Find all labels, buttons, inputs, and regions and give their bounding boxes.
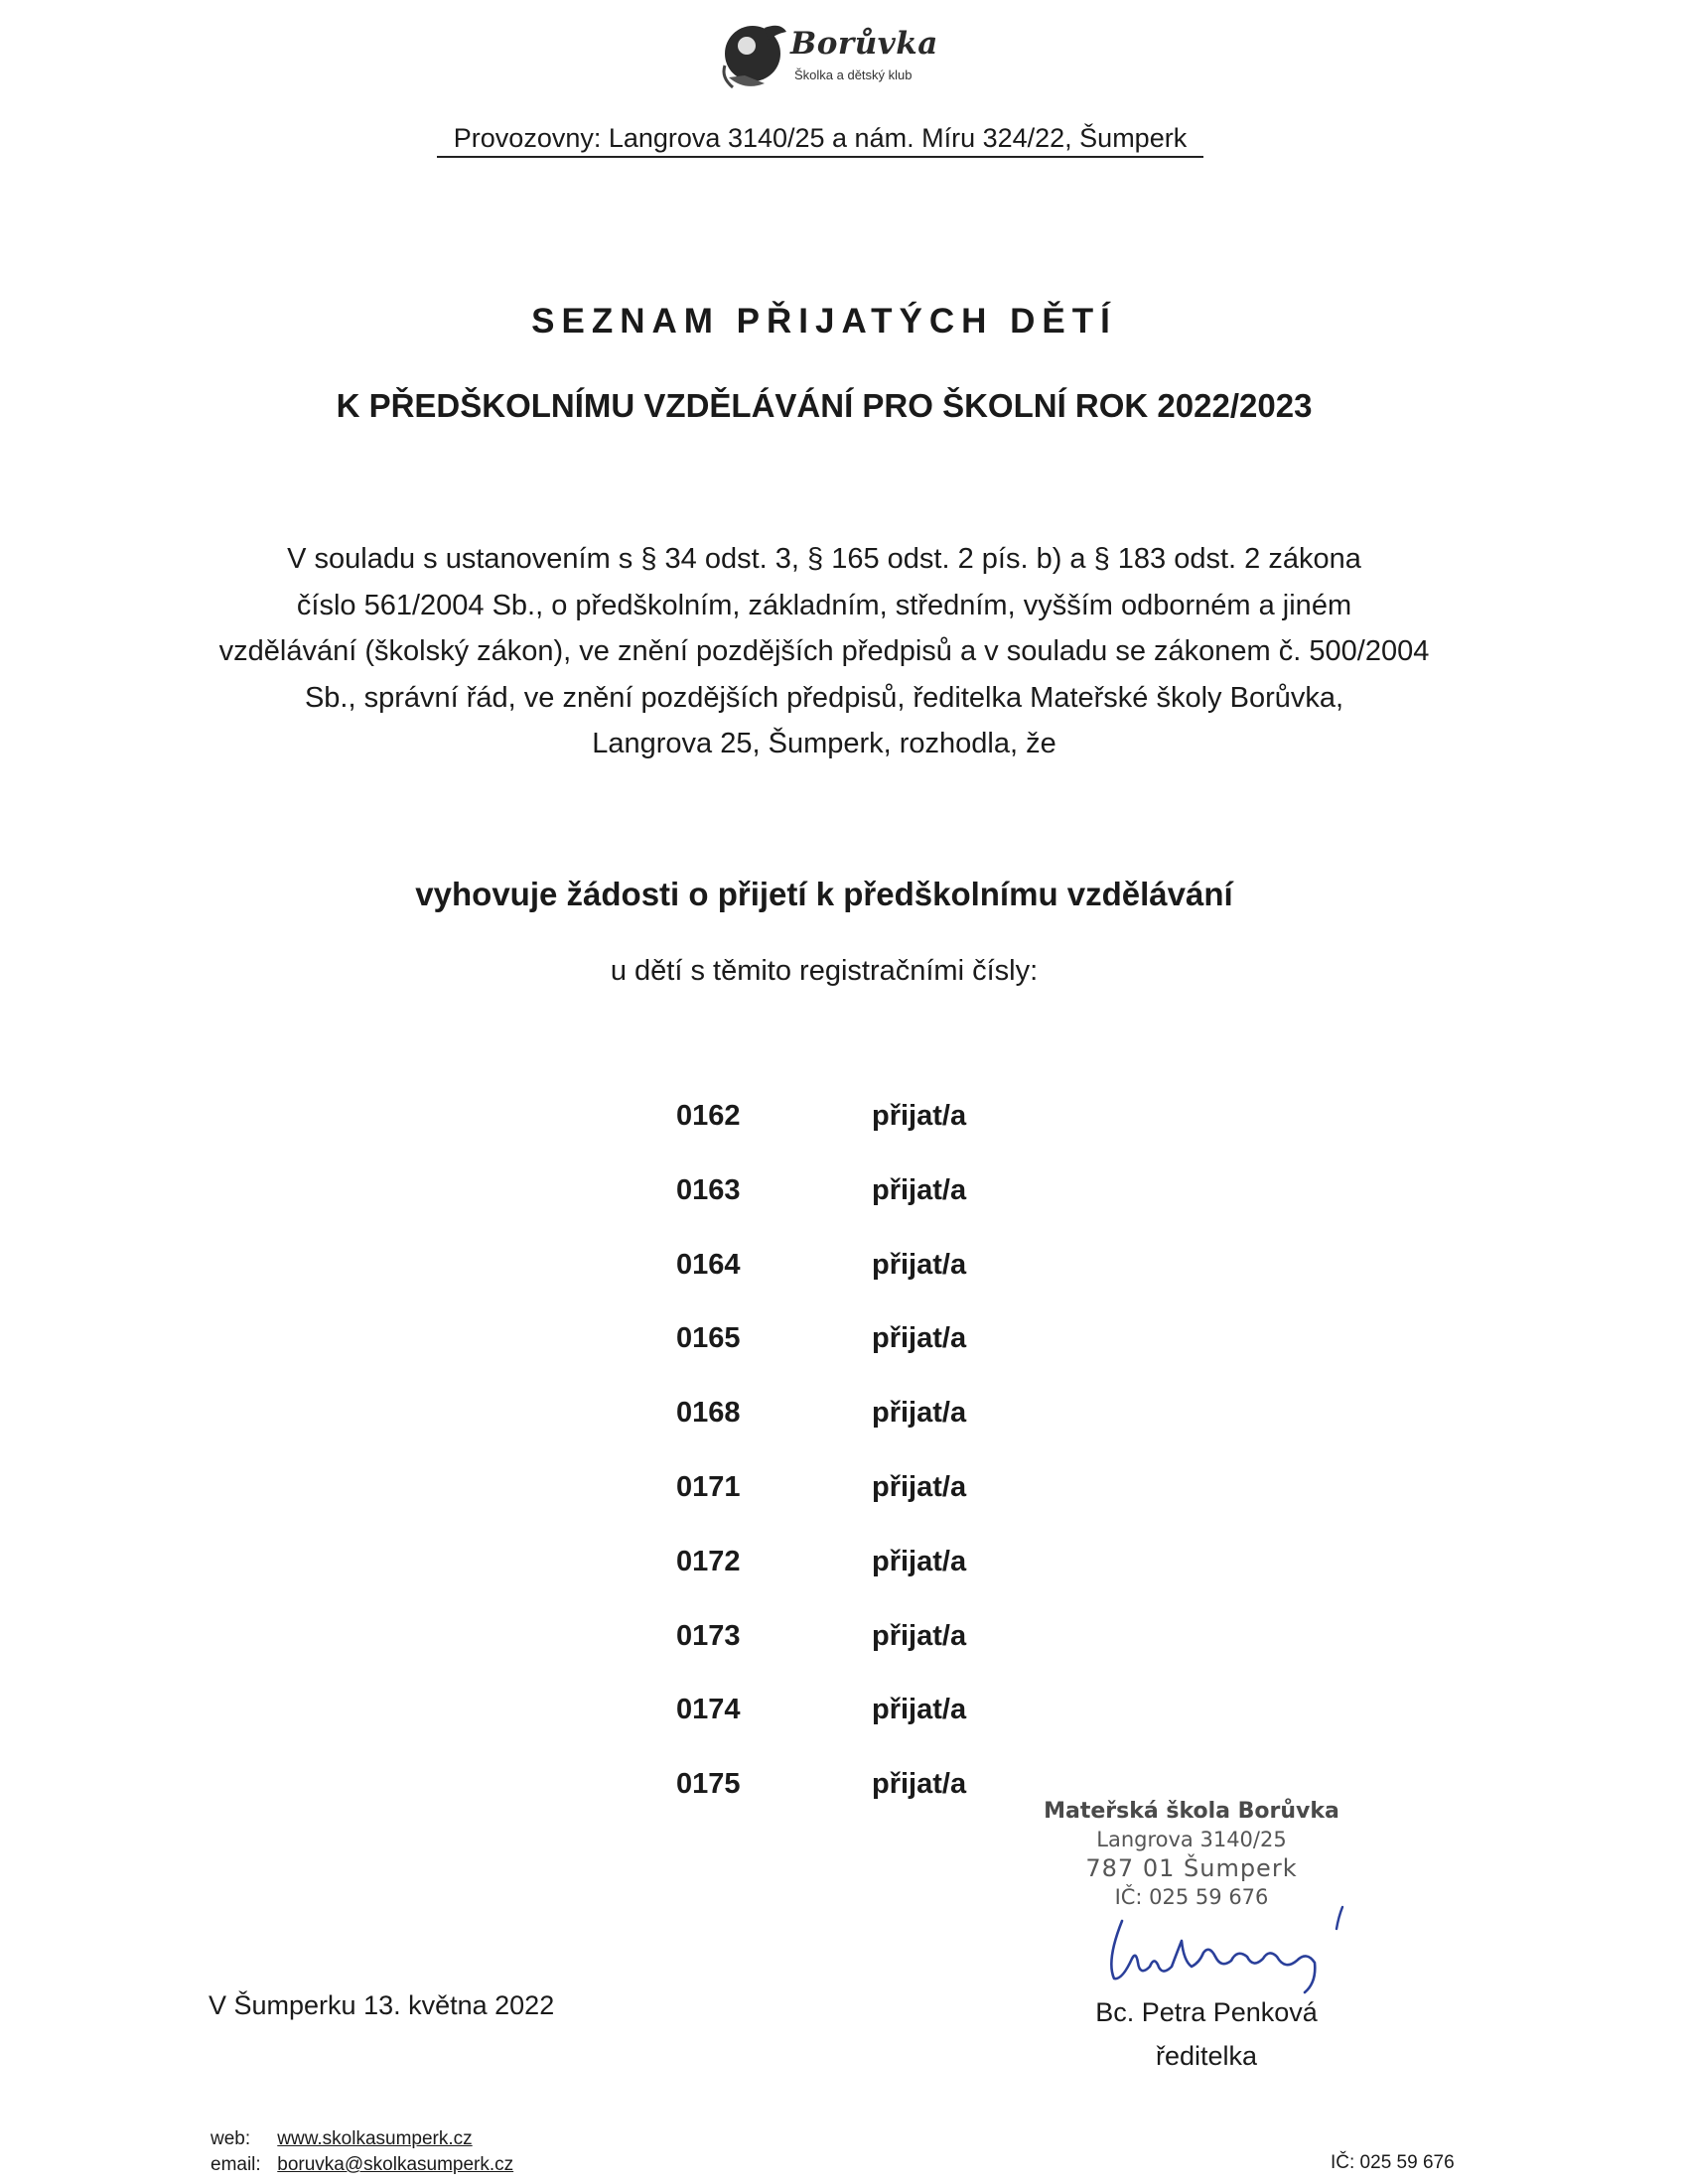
registration-number: 0172 — [676, 1545, 741, 1577]
list-intro: u dětí s těmito registračními čísly: — [610, 955, 1039, 987]
acceptance-status: přijat/a — [872, 1248, 967, 1281]
stamp-city: 787 01 Šumperk — [1085, 1854, 1298, 1882]
registration-number: 0175 — [676, 1768, 741, 1801]
stamp-title: Mateřská škola Borůvka — [1044, 1799, 1339, 1824]
list-item — [635, 1100, 1033, 1174]
blueberry-logo-icon — [715, 18, 794, 95]
legal-line: Sb., správní řád, ve znění pozdějších předpisů, ředitelka Mateřské školy Borůvka, — [304, 681, 1344, 714]
website-link[interactable]: www.skolkasumperk.cz — [277, 2128, 473, 2149]
list-item — [635, 1694, 1033, 1768]
legal-line: V souladu s ustanovením s § 34 odst. 3, § 165 odst. 2 pís. b) a § 183 odst. 2 zákona — [287, 543, 1361, 575]
accepted-children-list — [635, 1100, 1033, 1843]
footer-ic: IČ: 025 59 676 — [1331, 2152, 1455, 2173]
acceptance-status: přijat/a — [872, 1768, 967, 1801]
acceptance-status: přijat/a — [872, 1470, 967, 1503]
email-label: email: — [211, 2154, 261, 2175]
logo-name: Borůvka — [790, 26, 938, 62]
list-item — [635, 1768, 1033, 1843]
footer-contacts — [211, 2126, 513, 2178]
registration-number: 0168 — [676, 1397, 741, 1430]
signer-block — [1048, 1990, 1365, 2078]
place-and-date: V Šumperku 13. května 2022 — [209, 1990, 555, 2020]
web-label: web: — [211, 2128, 251, 2149]
school-logo — [715, 18, 938, 95]
header-address: Provozovny: Langrova 3140/25 a nám. Míru 324/22, Šumperk — [437, 123, 1203, 158]
registration-number: 0173 — [676, 1619, 741, 1652]
document-subtitle: K PŘEDŠKOLNÍMU VZDĚLÁVÁNÍ PRO ŠKOLNÍ ROK 2022/2023 — [336, 387, 1313, 424]
legal-paragraph — [159, 536, 1489, 767]
registration-number: 0164 — [676, 1248, 741, 1281]
acceptance-status: přijat/a — [872, 1545, 967, 1577]
logo-subtitle: Školka a dětský klub — [794, 68, 913, 82]
legal-line: číslo 561/2004 Sb., o předškolním, základním, středním, vyšším odborném a jiném — [296, 589, 1352, 621]
list-item — [635, 1546, 1033, 1620]
signer-name: Bc. Petra Penková — [1095, 1997, 1318, 2027]
registration-number: 0163 — [676, 1173, 741, 1206]
signer-role: ředitelka — [1155, 2041, 1258, 2071]
acceptance-status: přijat/a — [872, 1100, 967, 1132]
registration-number: 0165 — [676, 1322, 741, 1355]
list-item — [635, 1471, 1033, 1546]
list-item — [635, 1174, 1033, 1249]
list-item — [635, 1397, 1033, 1471]
list-item — [635, 1322, 1033, 1397]
acceptance-status: přijat/a — [872, 1173, 967, 1206]
handwritten-signature — [1092, 1901, 1390, 2000]
list-item — [635, 1620, 1033, 1695]
registration-number: 0162 — [676, 1100, 741, 1132]
list-item — [635, 1249, 1033, 1323]
decision-heading: vyhovuje žádosti o přijetí k předškolnímu vzdělávání — [415, 876, 1233, 912]
legal-line: vzdělávání (školský zákon), ve znění pozdějších předpisů a v souladu se zákonem č. 500/2004 — [218, 635, 1430, 667]
legal-line: Langrova 25, Šumperk, rozhodla, že — [592, 728, 1056, 759]
school-stamp — [1033, 1797, 1350, 1912]
stamp-street: Langrova 3140/25 — [1096, 1828, 1287, 1851]
acceptance-status: přijat/a — [872, 1619, 967, 1652]
acceptance-status: přijat/a — [872, 1397, 967, 1430]
acceptance-status: přijat/a — [872, 1694, 967, 1726]
stamp-ic: IČ: 025 59 676 — [1114, 1885, 1269, 1909]
acceptance-status: přijat/a — [872, 1322, 967, 1355]
document-title: SEZNAM PŘIJATÝCH DĚTÍ — [531, 302, 1117, 341]
email-link[interactable]: boruvka@skolkasumperk.cz — [277, 2154, 514, 2175]
registration-number: 0174 — [676, 1694, 741, 1726]
registration-number: 0171 — [676, 1470, 741, 1503]
signature-icon — [1092, 1901, 1390, 2000]
